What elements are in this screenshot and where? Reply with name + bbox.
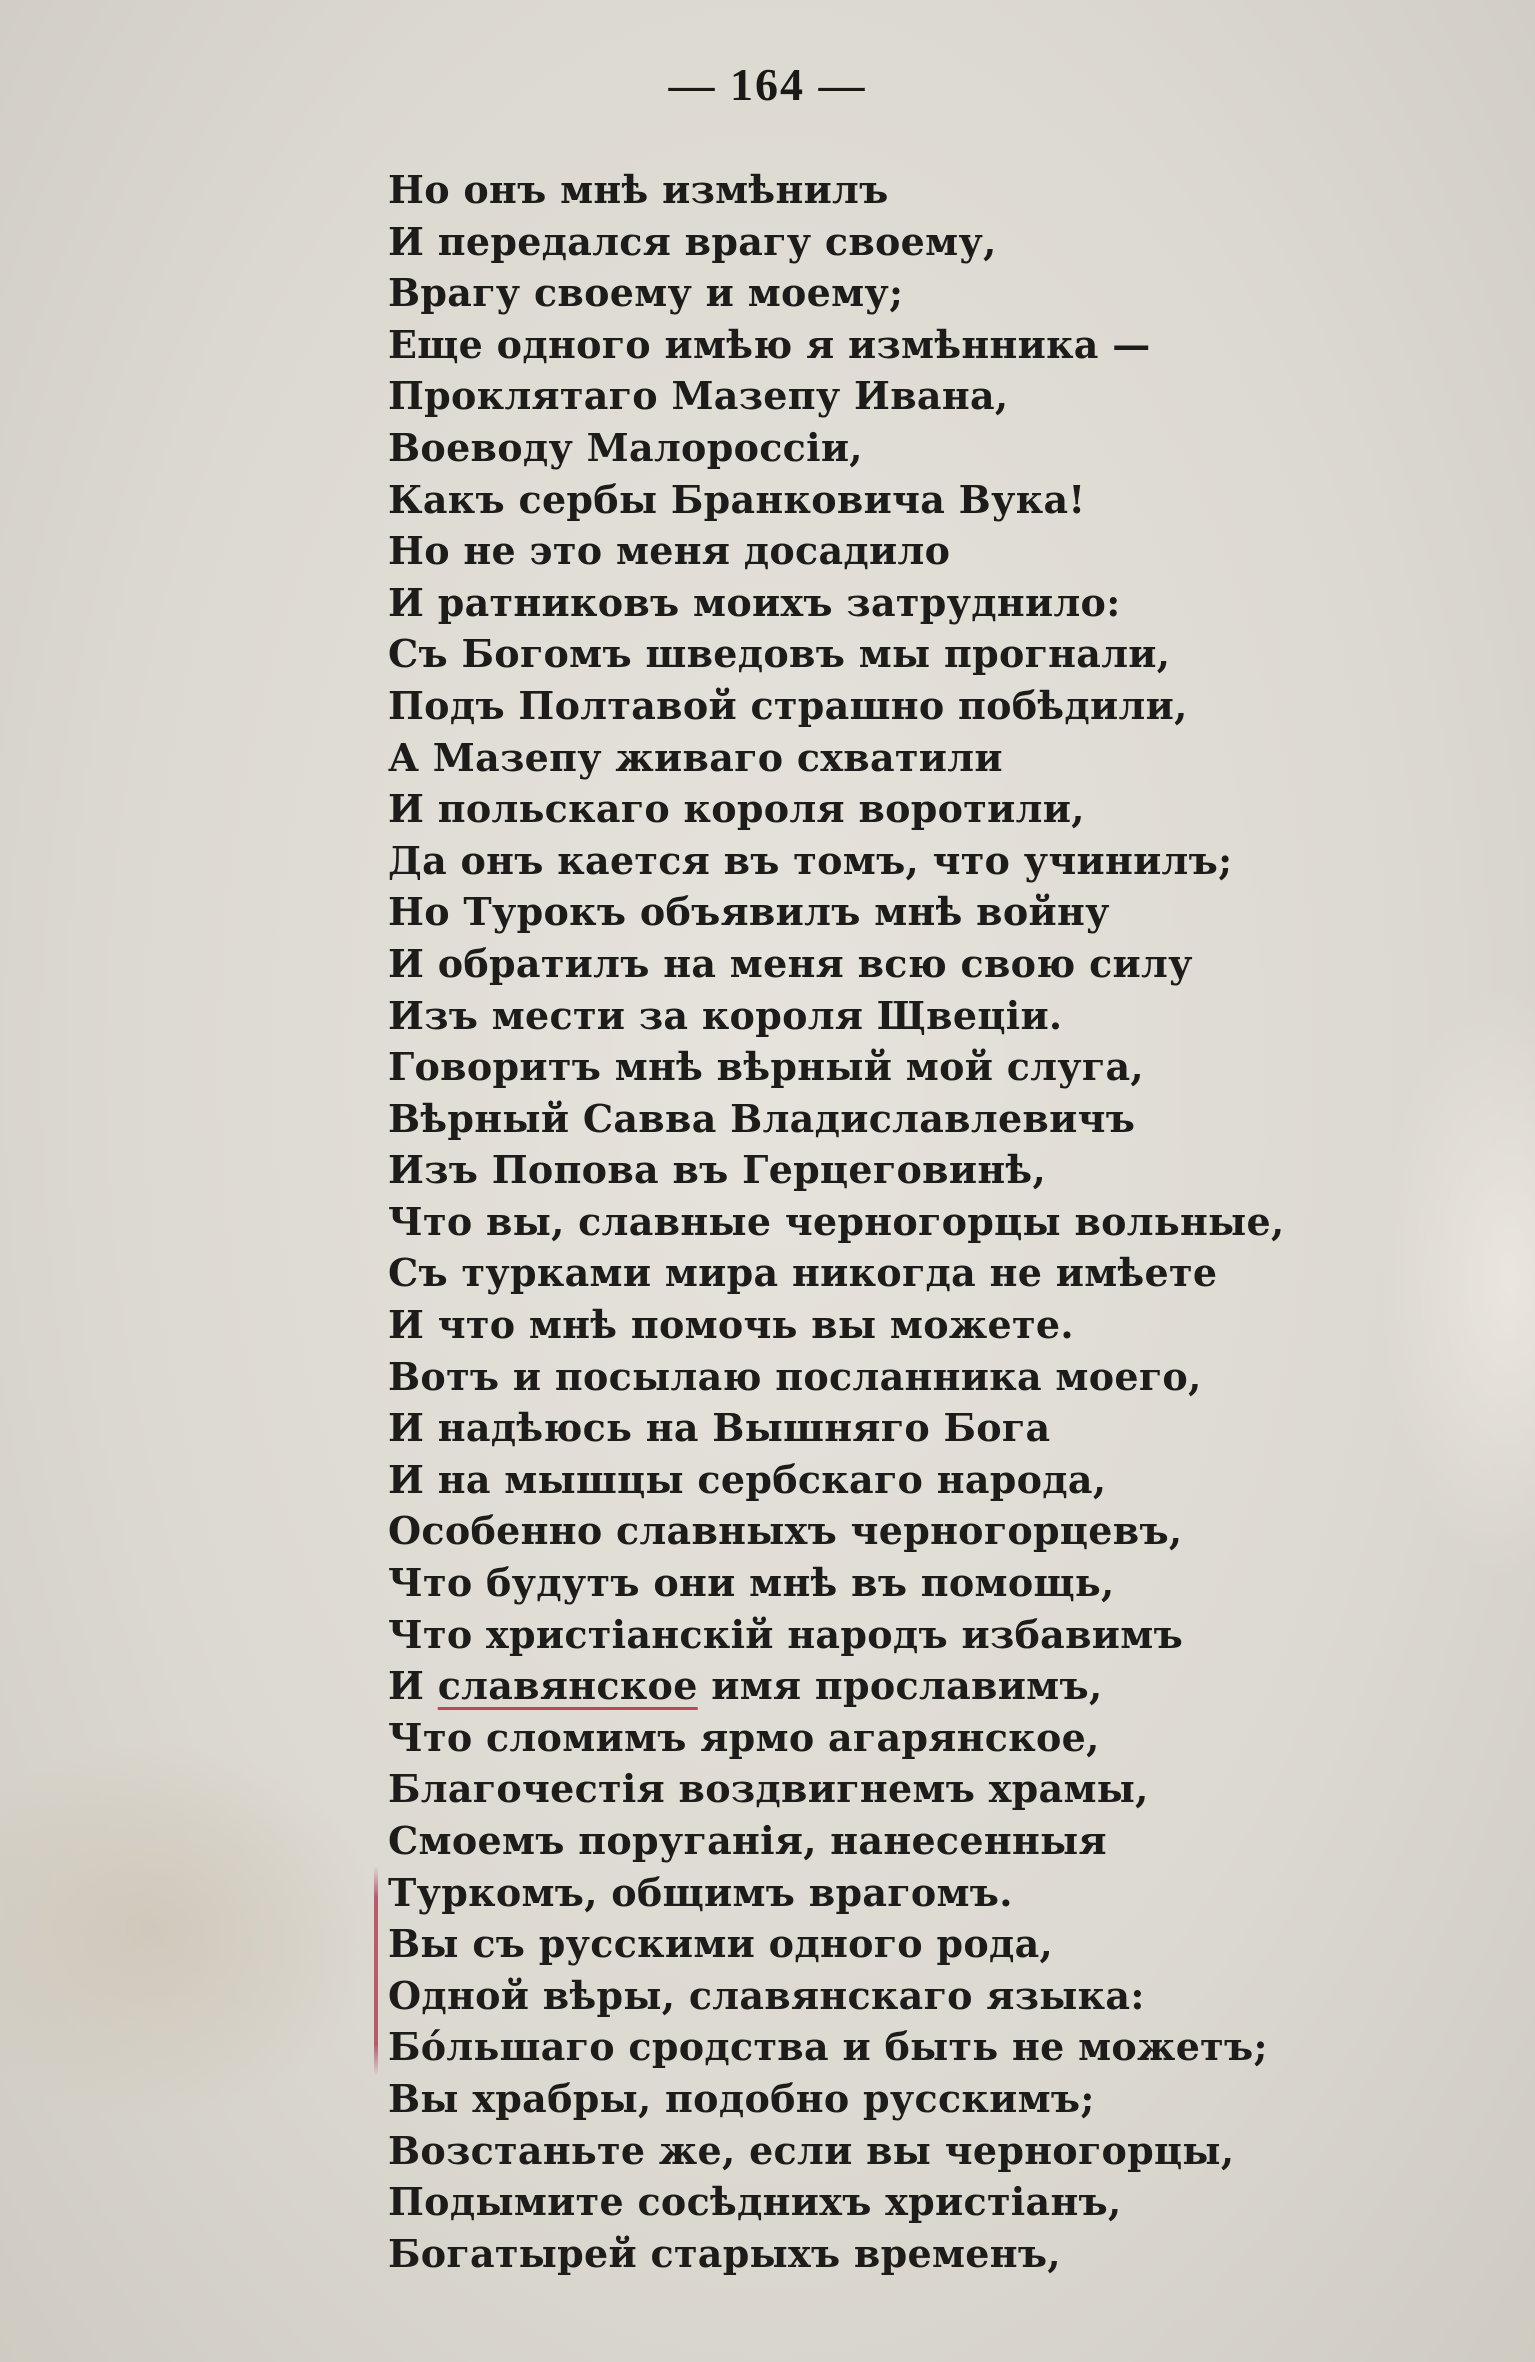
poem-line: А Мазепу живаго схватили: [388, 734, 1003, 780]
poem-line: Смоемъ поруганія, нанесенныя: [388, 1818, 1107, 1863]
poem-line: И передался врагу своему,: [388, 218, 997, 264]
poem-text: [388, 164, 1388, 2279]
poem-line: Съ Богомъ шведовъ мы прогнали,: [388, 631, 1171, 677]
poem-line: И что мнѣ помочь вы можете.: [388, 1302, 1074, 1348]
poem-line: Еще одного имѣю я измѣнника —: [388, 321, 1151, 367]
poem-line: И ратниковъ моихъ затруднило:: [388, 579, 1121, 625]
poem-line: Да онъ кается въ томъ, что учинилъ;: [388, 837, 1233, 883]
poem-line: Богатырей старыхъ временъ,: [388, 2230, 1061, 2276]
poem-line: Проклятаго Мазепу Ивана,: [388, 373, 1009, 419]
poem-line: Воеводу Малороссіи,: [388, 424, 863, 470]
poem-line-suffix: имя прославимъ,: [697, 1663, 1103, 1709]
poem-line: Говоритъ мнѣ вѣрный мой слуга,: [388, 1044, 1144, 1090]
poem-line: Благочестія воздвигнемъ храмы,: [388, 1766, 1149, 1812]
underlined-word: славянское: [437, 1663, 698, 1709]
poem-line-underlined: [388, 1660, 1388, 1712]
poem-line: И надѣюсь на Вышняго Бога: [388, 1405, 1051, 1451]
poem-line: И на мышцы сербскаго народа,: [388, 1456, 1107, 1502]
poem-line: Что будутъ они мнѣ въ помощь,: [388, 1560, 1115, 1606]
poem-line: Вотъ и посылаю посланника моего,: [388, 1353, 1202, 1399]
poem-line: Подымите сосѣднихъ христіанъ,: [388, 2179, 1122, 2225]
poem-line: И обратилъ на меня всю свою силу: [388, 940, 1193, 986]
poem-line: Одной вѣры, славянскаго языка:: [388, 1972, 1145, 2018]
poem-line: Особенно славныхъ черногорцевъ,: [388, 1508, 1183, 1554]
poem-line: Подъ Полтавой страшно побѣдили,: [388, 682, 1188, 728]
margin-pencil-mark: [374, 1866, 378, 2076]
poem-line: Съ турками мира никогда не имѣете: [388, 1250, 1218, 1296]
poem-line: Какъ сербы Бранковича Вука!: [388, 476, 1086, 522]
poem-line: Но онъ мнѣ измѣнилъ: [388, 167, 889, 212]
poem-line: Возстаньте же, если вы черногорцы,: [388, 2127, 1235, 2173]
poem-line: Но не это меня досадило: [388, 528, 951, 574]
paper-stain: [0, 1740, 380, 2120]
page-number: — 164 —: [668, 59, 867, 110]
poem-line: Что сломимъ ярмо агарянское,: [388, 1714, 1100, 1760]
poem-line: Но Турокъ объявилъ мнѣ войну: [388, 889, 1110, 935]
poem-line: Вы съ русскими одного рода,: [388, 1921, 1054, 1967]
poem-line: Что вы, славные черногорцы вольные,: [388, 1198, 1285, 1244]
poem-line: Врагу своему и моему;: [388, 270, 904, 316]
poem-line: Что христіанскій народъ избавимъ: [388, 1611, 1184, 1657]
poem-line: Вѣрный Савва Владиславлевичъ: [388, 1095, 1136, 1141]
poem-line: Изъ Попова въ Герцеговинѣ,: [388, 1147, 1046, 1193]
poem-line: Изъ мести за короля Щвеціи.: [388, 992, 1063, 1038]
poem-line: И польскаго короля воротили,: [388, 786, 1085, 832]
poem-line-prefix: И: [388, 1663, 438, 1709]
paper-stain: [1380, 980, 1535, 1580]
poem-line: Бóльшаго сродства и быть не можетъ;: [388, 2024, 1268, 2070]
poem-line: Туркомъ, общимъ врагомъ.: [388, 1869, 1013, 1915]
poem-line: Вы храбры, подобно русскимъ;: [388, 2075, 1095, 2121]
